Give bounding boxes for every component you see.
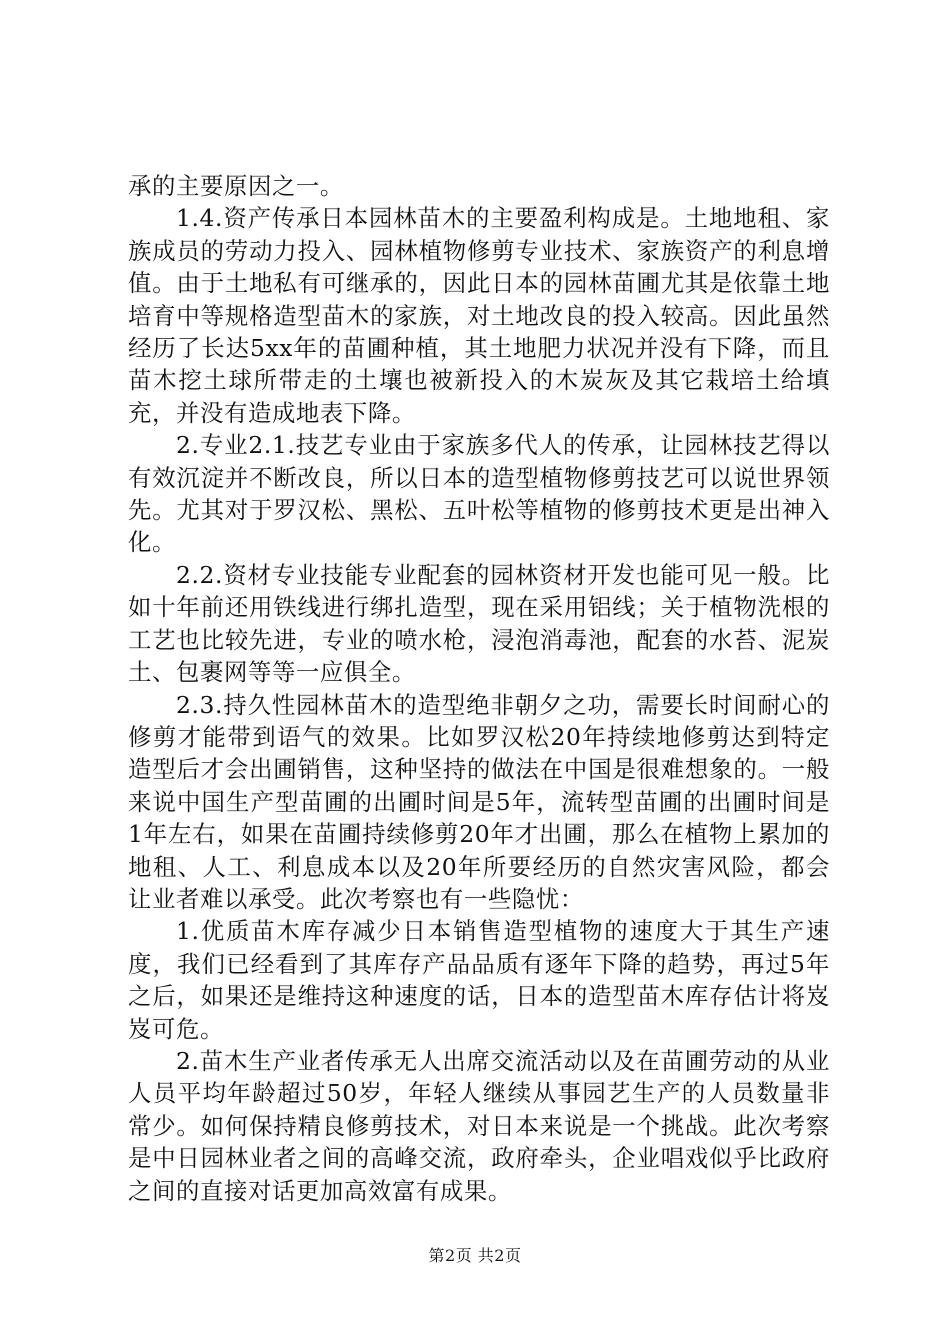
paragraph-persistence: 2.3.持久性园林苗木的造型绝非朝夕之功，需要长时间耐心的修剪才能带到语气的效果。比如罗汉松20年持续地修剪达到特定造型后才会出圃销售，这种坚持的做法在中国是很难想象的。一般来说中国生产型苗圃的出圃时间是5年，流转型苗圃的出圃时间是1年左右，如果在苗圃持续修剪20年才出圃，那么在植物上累加的地租、人工、利息成本以及20年所要经历的自然灾害风险，都会让业者难以承受。此次考察也有一些隐忧： <box>128 690 830 913</box>
paragraph-asset-inheritance: 1.4.资产传承日本园林苗木的主要盈利构成是。土地地租、家族成员的劳动力投入、园林植物修剪专业技术、家族资产的利息增值。由于土地私有可继承的，因此日本的园林苗圃尤其是依靠土地培育中等规格造型苗木的家族，对土地改良的投入较高。因此虽然经历了长达5xx年的苗圃种植，其土地肥力状况并没有下降，而且苗木挖土球所带走的土壤也被新投入的木炭灰及其它栽培土给填充，并没有造成地表下降。 <box>128 204 830 427</box>
paragraph-materials: 2.2.资材专业技能专业配套的园林资材开发也能可见一般。比如十年前还用铁线进行绑扎造型，现在采用铝线；关于植物洗根的工艺也比较先进，专业的喷水枪，浸泡消毒池，配套的水苔、泥炭土、包裹网等等一应俱全。 <box>128 560 830 687</box>
document-body <box>128 170 830 1207</box>
paragraph-inventory-concern: 1.优质苗木库存减少日本销售造型植物的速度大于其生产速度，我们已经看到了其库存产品品质有逐年下降的趋势，再过5年之后，如果还是维持这种速度的话，日本的造型苗木库存估计将岌岌可危。 <box>128 917 830 1043</box>
paragraph-succession-concern: 2.苗木生产业者传承无人出席交流活动以及在苗圃劳动的从业人员平均年龄超过50岁，年轻人继续从事园艺生产的人员数量非常少。如何保持精良修剪技术，对日本来说是一个挑战。此次考察是中日园林业者之间的高峰交流，政府牵头，企业唱戏似乎比政府之间的直接对话更加高效富有成果。 <box>128 1046 830 1205</box>
paragraph-continuation: 承的主要原因之一。 <box>128 172 344 200</box>
page-footer: 第2页 共2页 <box>428 1246 522 1265</box>
paragraph-professional-skills: 2.专业2.1.技艺专业由于家族多代人的传承，让园林技艺得以有效沉淀并不断改良，所以日本的造型植物修剪技艺可以说世界领先。尤其对于罗汉松、黑松、五叶松等植物的修剪技术更是出神入化。 <box>128 431 830 557</box>
